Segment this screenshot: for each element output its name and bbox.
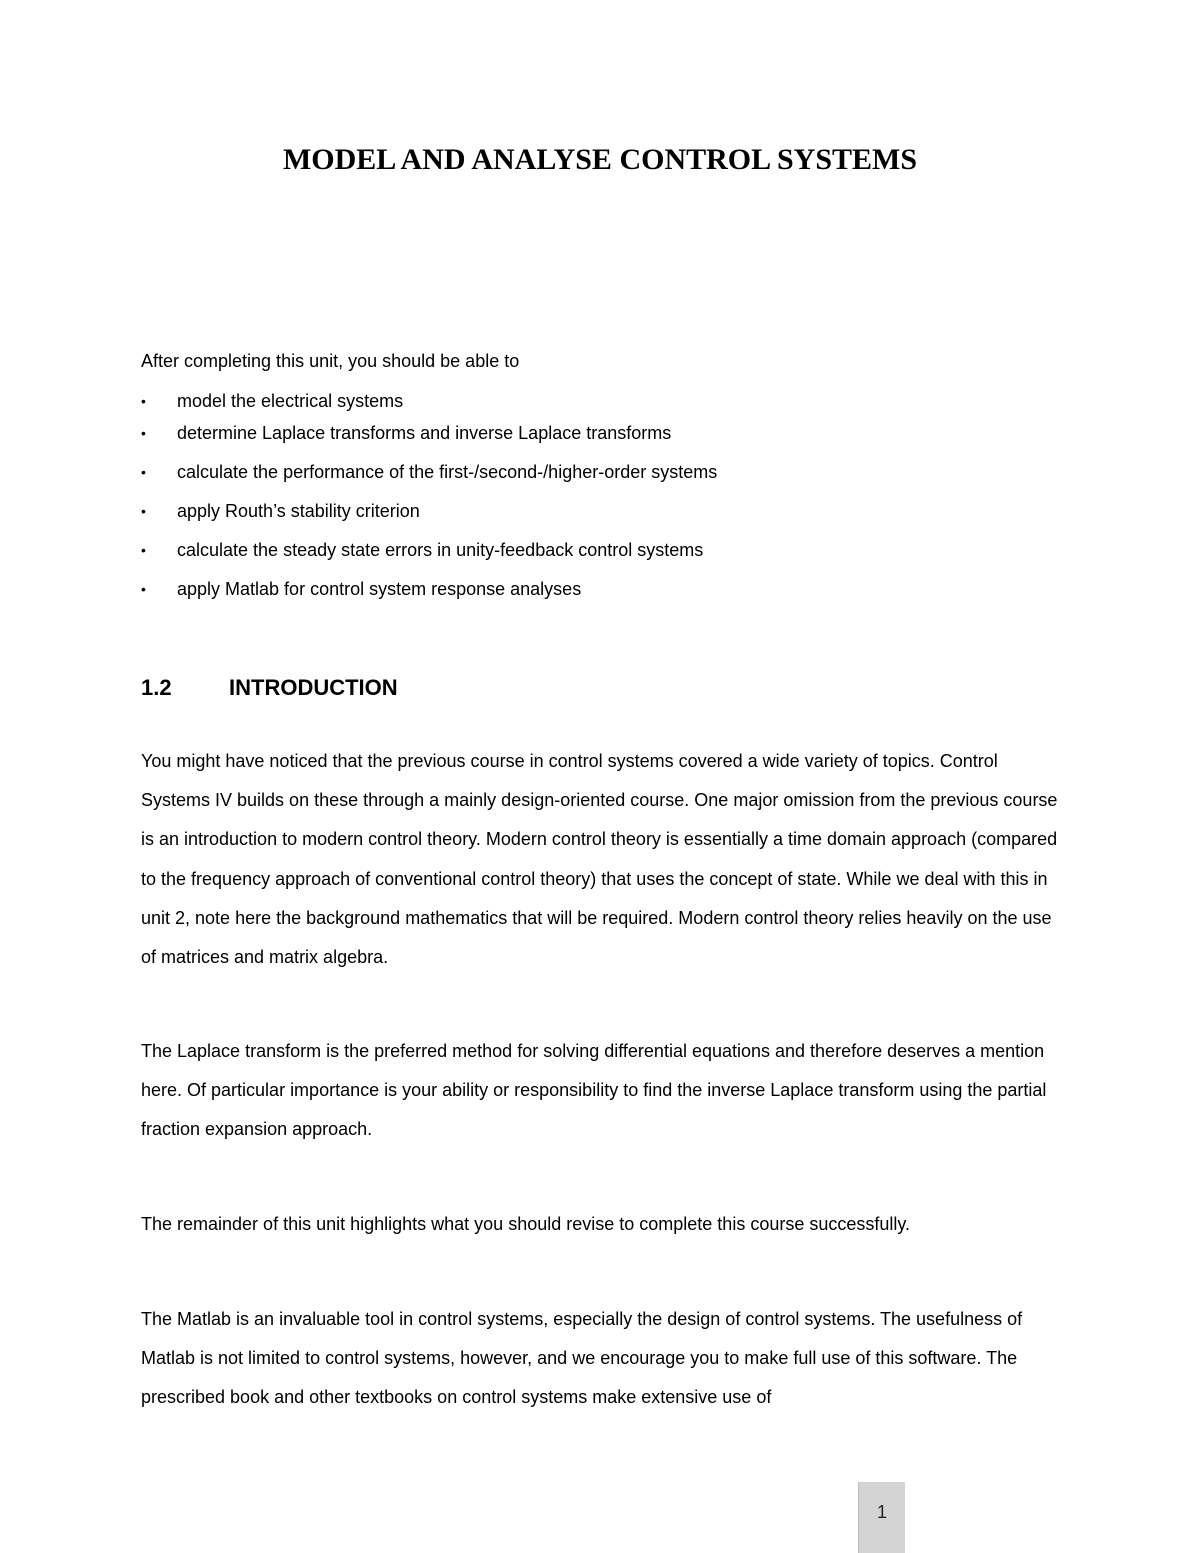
bullet-icon: • xyxy=(141,393,146,409)
objective-text: calculate the steady state errors in unity-feedback control systems xyxy=(177,540,704,560)
objectives-intro: After completing this unit, you should be able to xyxy=(141,351,520,371)
bullet-icon: • xyxy=(141,425,146,441)
objective-item xyxy=(141,576,717,602)
paragraph-intro: You might have noticed that the previous course in control systems covered a wide variety of topics. Control Systems IV builds on these through a mainly design-oriented course. One major omission from the previous course is an introduction to modern control theory. Modern control theory is essentially a time domain approach (compared to the frequency approach of conventional control theory) that uses the concept of state. While we deal with this in unit 2, note here the background mathematics that will be required. Modern control theory relies heavily on the use of matrices and matrix algebra. xyxy=(141,751,1058,968)
bullet-icon: • xyxy=(141,542,146,558)
bullet-icon: • xyxy=(141,581,146,597)
paragraph-matlab: The Matlab is an invaluable tool in control systems, especially the design of control systems. The usefulness of Matlab is not limited to control systems, however, and we encourage you to make full use of this software. The prescribed book and other textbooks on control systems make extensive use of xyxy=(141,1309,1023,1408)
objectives-list xyxy=(141,388,717,602)
bullet-icon: • xyxy=(141,464,146,480)
objective-item xyxy=(141,388,717,414)
document-title: MODEL AND ANALYSE CONTROL SYSTEMS xyxy=(282,143,918,176)
section-number: 1.2 xyxy=(141,675,172,700)
paragraph-remainder: The remainder of this unit highlights what you should revise to complete this course successfully. xyxy=(141,1214,911,1234)
paragraph-laplace: The Laplace transform is the preferred method for solving differential equations and therefore deserves a mention here. Of particular importance is your ability or responsibility to find the inverse Laplace transform using the partial fraction expansion approach. xyxy=(141,1041,1047,1140)
section-heading xyxy=(141,672,398,704)
objective-item xyxy=(141,459,717,485)
objective-item xyxy=(141,498,717,524)
objective-text: apply Routh’s stability criterion xyxy=(177,501,420,521)
objective-text: calculate the performance of the first-/second-/higher-order systems xyxy=(177,462,718,482)
page-number: 1 xyxy=(876,1502,887,1522)
objective-text: apply Matlab for control system response analyses xyxy=(177,579,582,599)
page-number-tab xyxy=(858,1482,905,1553)
objective-text: determine Laplace transforms and inverse Laplace transforms xyxy=(177,423,672,443)
objective-item xyxy=(141,537,717,563)
bullet-icon: • xyxy=(141,503,146,519)
objective-item xyxy=(141,420,717,446)
objective-text: model the electrical systems xyxy=(177,391,404,411)
section-title: INTRODUCTION xyxy=(229,675,398,700)
